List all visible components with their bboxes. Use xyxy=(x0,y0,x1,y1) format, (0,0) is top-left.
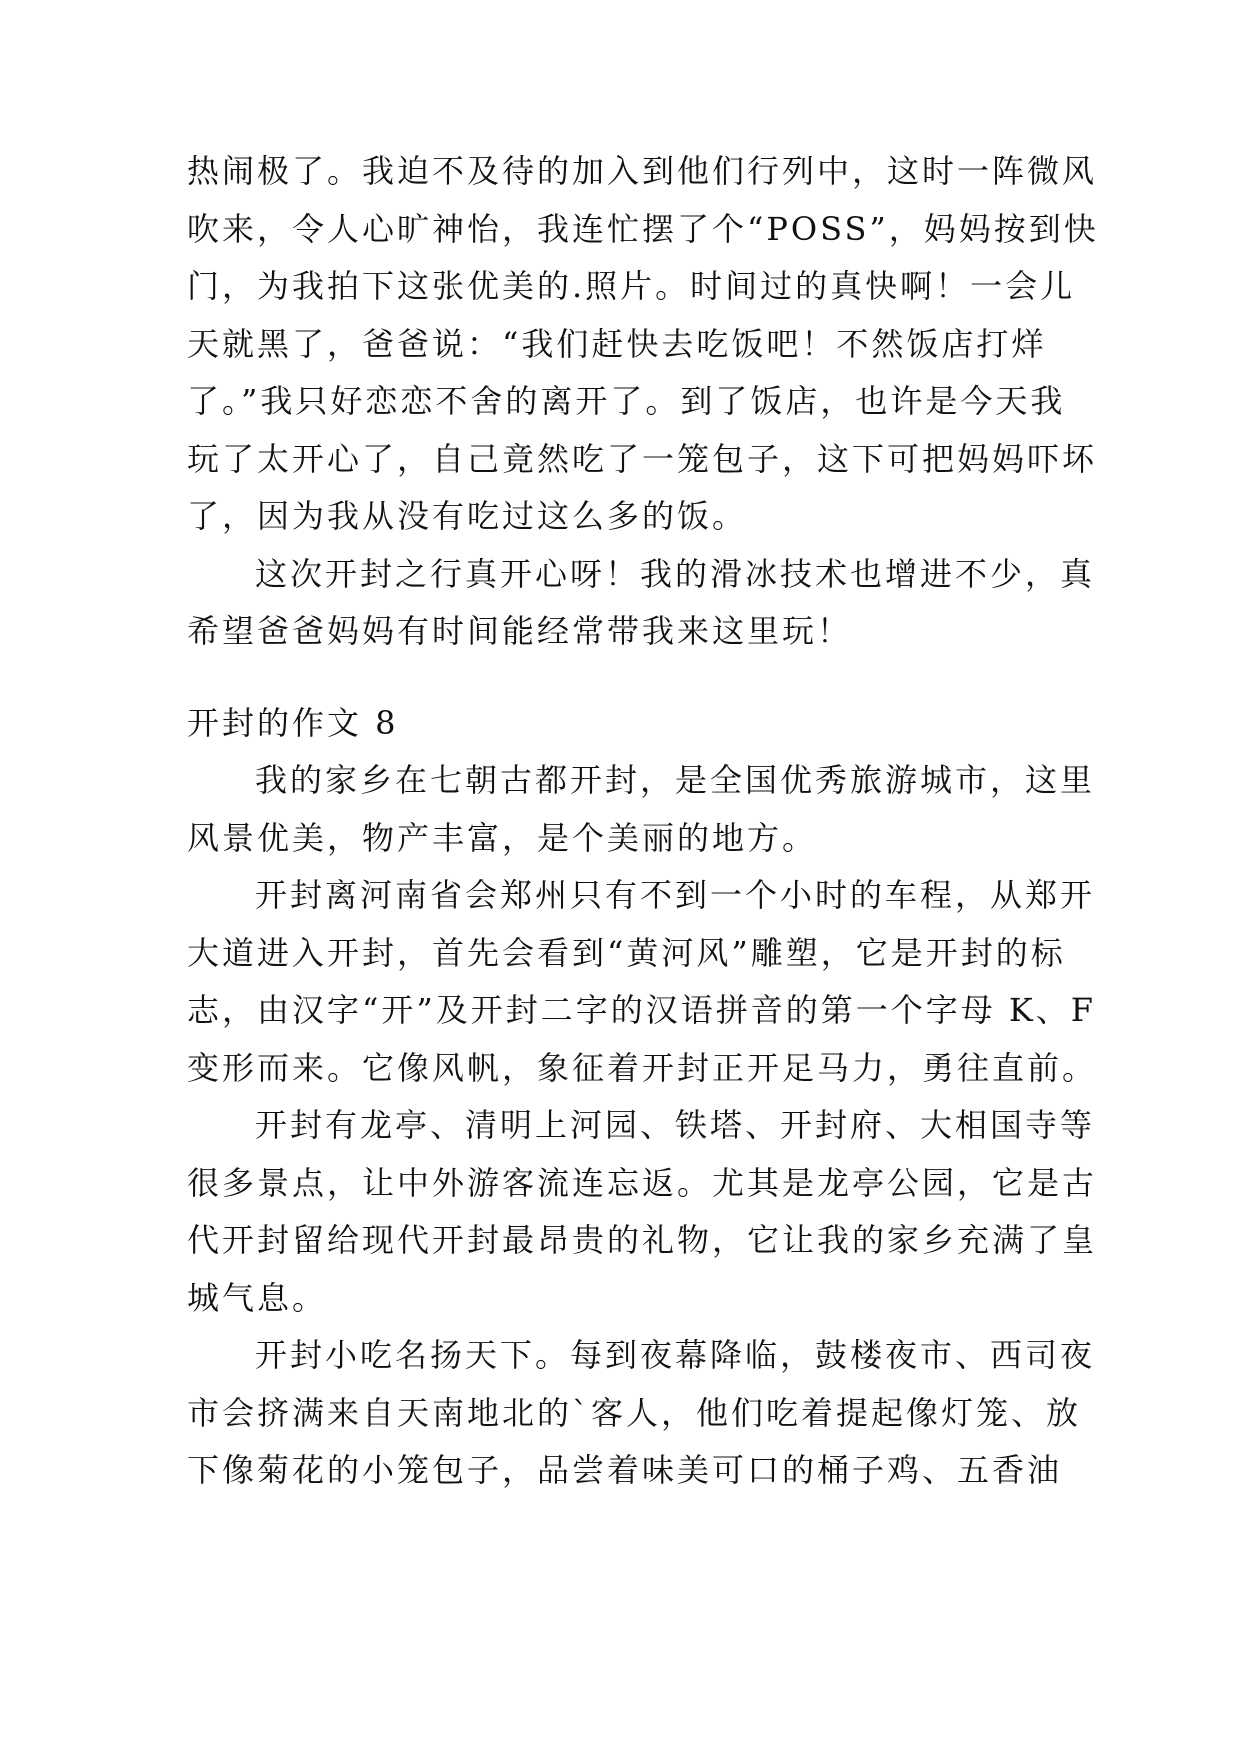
paragraph-line: 了。”我只好恋恋不舍的离开了。到了饭店，也许是今天我 xyxy=(187,382,1066,420)
paragraph-line: 风景优美，物产丰富，是个美丽的地方。 xyxy=(187,818,818,857)
paragraph-line: 天就黑了，爸爸说：“我们赶快去吃饭吧！不然饭店打烊 xyxy=(187,324,1047,363)
section-paragraph xyxy=(187,867,1098,1097)
paragraph-line: 市会挤满来自天南地北的`客人，他们吃着提起像灯笼、放 xyxy=(187,1393,1082,1432)
paragraph-line: 玩了太开心了，自己竟然吃了一笼包子，这下可把妈妈吓坏 xyxy=(187,439,1098,478)
paragraph-line: 志，由汉字“开”及开封二字的汉语拼音的第一个字母 K、F xyxy=(187,991,1097,1029)
paragraph-line: 下像菊花的小笼包子，品尝着味美可口的桶子鸡、五香油 xyxy=(187,1451,1063,1489)
paragraph-line: 代开封留给现代开封最昂贵的礼物，它让我的家乡充满了皇 xyxy=(187,1221,1098,1259)
paragraph-line: 开封小吃名扬天下。每到夜幕降临，鼓楼夜市、西司夜 xyxy=(255,1336,1096,1374)
paragraph-line: 城气息。 xyxy=(187,1278,328,1317)
paragraph-line: 吹来，令人心旷神怡，我连忙摆了个“POSS”，妈妈按到快 xyxy=(187,209,1099,248)
paragraph-line: 大道进入开封，首先会看到“黄河风”雕塑，它是开封的标 xyxy=(187,933,1066,972)
paragraph-line: 门，为我拍下这张优美的.照片。时间过的真快啊！一会儿 xyxy=(187,267,1076,305)
paragraph-line: 热闹极了。我迫不及待的加入到他们行列中，这时一阵微风 xyxy=(187,152,1098,190)
paragraph-line: 变形而来。它像风帆，象征着开封正开足马力，勇往直前。 xyxy=(187,1048,1098,1087)
section-paragraph xyxy=(187,1327,1096,1500)
intro-paragraph xyxy=(187,143,1099,546)
section-title: 开封的作文 8 xyxy=(187,703,399,742)
paragraph-line: 开封离河南省会郑州只有不到一个小时的车程，从郑开 xyxy=(255,876,1096,914)
document-body xyxy=(187,143,1099,1500)
section-spacer xyxy=(187,661,1067,695)
paragraph-line: 这次开封之行真开心呀！我的滑冰技术也增进不少，真 xyxy=(255,554,1096,593)
paragraph-line: 了，因为我从没有吃过这么多的饭。 xyxy=(187,497,748,535)
paragraph-line: 希望爸爸妈妈有时间能经常带我来这里玩！ xyxy=(187,612,853,650)
paragraph-line: 开封有龙亭、清明上河园、铁塔、开封府、大相国寺等 xyxy=(255,1106,1096,1144)
section-paragraph xyxy=(187,1097,1098,1327)
section-paragraph xyxy=(187,752,1096,867)
paragraph-line: 很多景点，让中外游客流连忘返。尤其是龙亭公园，它是古 xyxy=(187,1163,1098,1202)
paragraph-line: 我的家乡在七朝古都开封，是全国优秀旅游城市，这里 xyxy=(255,761,1096,799)
closing-paragraph xyxy=(187,546,1096,661)
